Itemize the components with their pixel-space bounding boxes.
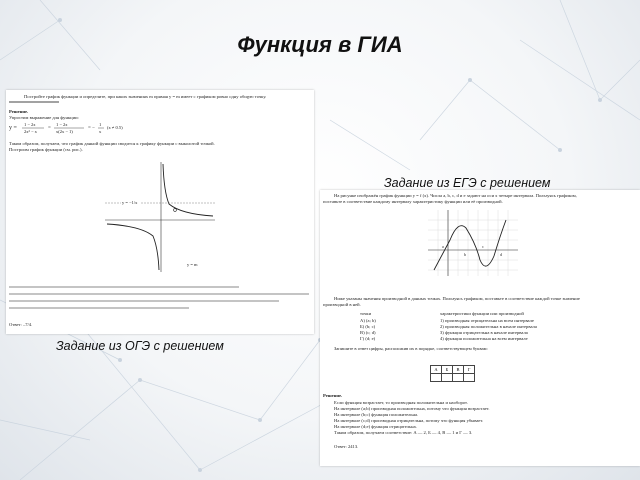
ege-solution-line: На интервале (a;b) производная положительна, потому что функция возрастает. (334, 406, 490, 411)
ege-solution-line: Таким образом, получаем соответствие: А — 2, Б — 4, В — 1 и Г — 3. (334, 430, 473, 435)
caption-oge: Задание из ОГЭ с решением (56, 339, 224, 353)
ege-mid-line-2: производной в ней. (323, 302, 361, 307)
oge-task-document (6, 90, 314, 334)
ege-solution-line: На интервале (d;e) функция отрицательна. (334, 424, 417, 429)
ege-solution-line: На интервале (b;c) функция положительна. (334, 412, 419, 417)
ege-answer-line: Ответ: 2413. (334, 444, 359, 449)
svg-text:x: x (99, 129, 102, 134)
ege-task-document (320, 190, 640, 466)
svg-text:b: b (464, 252, 466, 257)
svg-text:d: d (500, 252, 502, 257)
svg-text:y =: y = (9, 125, 17, 131)
ege-function-graph (428, 210, 518, 276)
ege-col-props: характеристики функции или производной (440, 311, 524, 316)
ege-mid-line: Ниже указаны значения производной в данных точках. Пользуясь графиком, поставьте в соответствие каждой точке значение (334, 296, 580, 301)
svg-text:(x ≠ 0.5): (x ≠ 0.5) (107, 125, 123, 130)
oge-solution-label: Решение. (9, 109, 29, 114)
ege-row-prop: 2) производная положительна в начале интервала (440, 324, 537, 329)
oge-header-line: Постройте график функции и определите, при каких значениях m прямая y = m имеет с графиком ровно одну общую точку. (24, 94, 267, 99)
ege-row-prop: 4) функция положительна на всем интервале (440, 336, 528, 341)
ege-row-prop: 3) функция отрицательна в начале интервала (440, 330, 528, 335)
svg-text:1 − 2x: 1 − 2x (56, 122, 68, 127)
oge-formula (6, 120, 166, 140)
ege-row-point: Б) (b; c) (360, 324, 376, 329)
svg-text:c: c (482, 244, 484, 249)
svg-text:y = −1/x: y = −1/x (122, 200, 138, 205)
ege-col-points: точки (360, 311, 372, 316)
ege-solution-line: Если функция возрастает, то производная положительна и наоборот. (334, 400, 468, 405)
ege-header-line-2: поставьте в соответствие каждому интервалу характеристику функции или её производной. (323, 199, 503, 204)
oge-function-graph (101, 158, 219, 276)
svg-text:2x² − x: 2x² − x (24, 129, 37, 134)
ege-row-point: Г) (d; e) (360, 336, 376, 341)
oge-graph-line: Таким образом, получаем, что график данной функции сводится к графику функции с выколотой точкой. (9, 141, 215, 146)
oge-domain-line: Построим график функции (см. рис.). (9, 147, 83, 152)
ege-table-hint: Запишите в ответ цифры, расположив их в порядке, соответствующем буквам: (334, 346, 488, 351)
svg-text:x(2x − 1): x(2x − 1) (56, 129, 73, 134)
answer-col-header: Г (464, 366, 475, 374)
svg-text:y = m: y = m (187, 262, 198, 267)
caption-ege: Задание из ЕГЭ с решением (384, 176, 551, 190)
ege-row-prop: 1) производная отрицательна на всем интервале (440, 318, 534, 323)
svg-text:= −: = − (88, 126, 95, 131)
svg-text:1: 1 (99, 122, 102, 127)
ege-row-point: В) (c; d) (360, 330, 376, 335)
svg-text:a: a (442, 244, 444, 249)
answer-col-header: В (453, 366, 464, 374)
ege-solution-line: На интервале (c;d) производная отрицательна, потому что функция убывает. (334, 418, 484, 423)
oge-answer-line: Ответ: –7/4. (9, 322, 33, 327)
svg-text:=: = (48, 126, 51, 131)
ege-solution-label: Решение. (323, 393, 343, 398)
ege-answer-table (430, 365, 475, 382)
slide-title: Функция в ГИА (237, 32, 403, 57)
ege-row-point: А) (a; b) (360, 318, 376, 323)
oge-simplify-line: Упростим выражение для функции: (9, 115, 79, 120)
svg-text:1 − 2x: 1 − 2x (24, 122, 36, 127)
ege-header-line: На рисунке изображён график функции y = f (x). Числа a, b, c, d и e задают на оси x четыре интервала. Пользуясь графиком, (334, 193, 577, 198)
answer-col-header: Б (442, 366, 453, 374)
answer-col-header: А (431, 366, 442, 374)
